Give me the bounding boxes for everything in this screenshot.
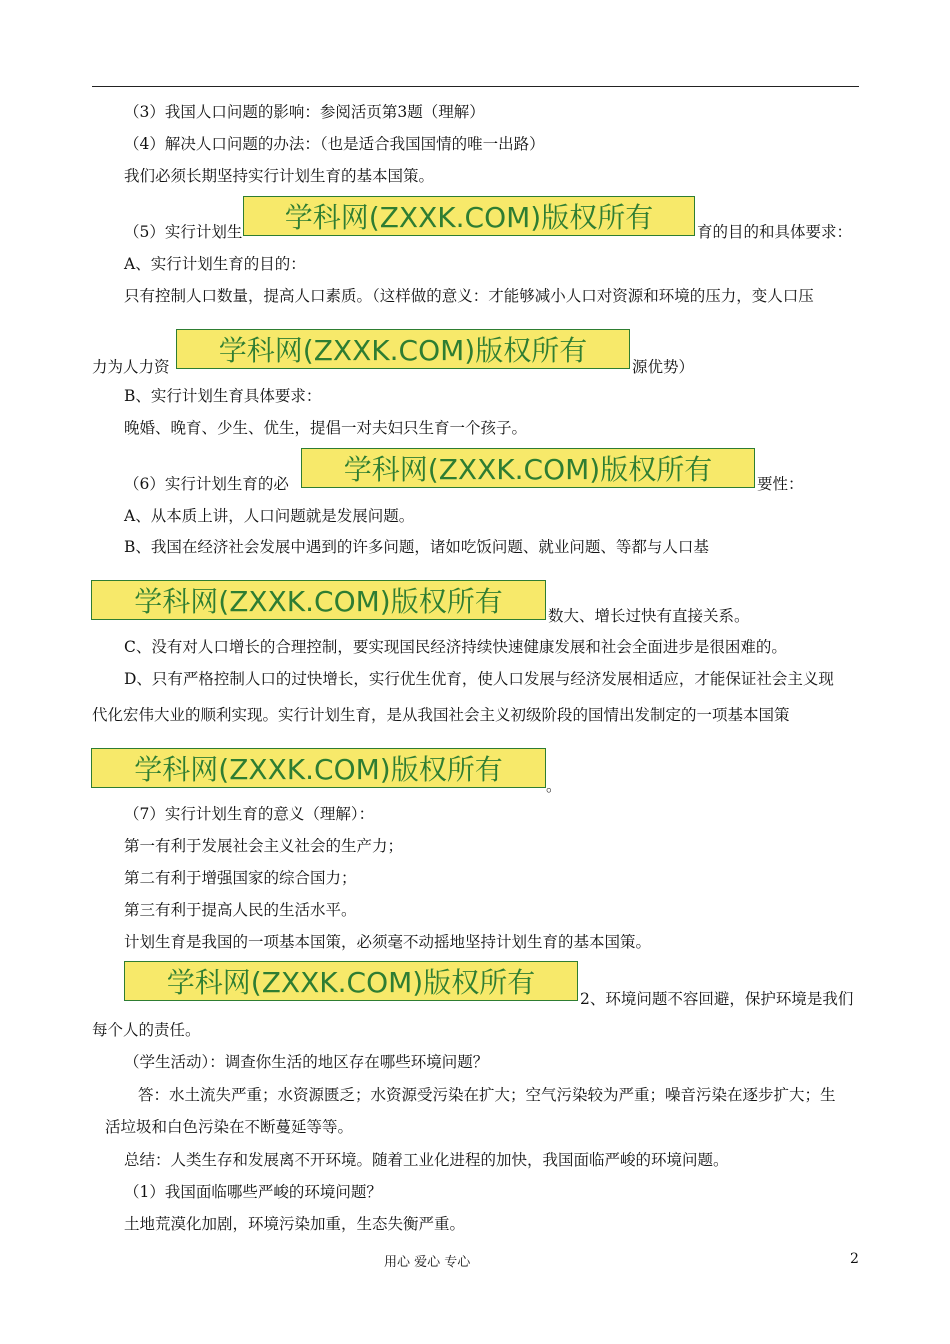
text-line: A、实行计划生育的目的：: [124, 255, 306, 273]
text-line: （3）我国人口问题的影响：参阅活页第3题（理解）: [124, 103, 485, 121]
text-line: 总结：人类生存和发展离不开环境。随着工业化进程的加快，我国面临严峻的环境问题。: [124, 1151, 729, 1169]
text-line: （4）解决人口问题的办法：（也是适合我国国情的唯一出路）: [124, 135, 545, 153]
text-line: 土地荒漠化加剧，环境污染加重，生态失衡严重。: [124, 1215, 466, 1233]
text-line: 第一有利于发展社会主义社会的生产力；: [124, 837, 404, 855]
text-line: B、我国在经济社会发展中遇到的许多问题，诸如吃饭问题、就业问题、等都与人口基: [124, 538, 709, 556]
text-line: 代化宏伟大业的顺利实现。实行计划生育，是从我国社会主义初级阶段的国情出发制定的一项基本国策: [92, 706, 790, 724]
text-line: 2、环境问题不容回避，保护环境是我们: [580, 990, 854, 1008]
text-line: 源优势）: [632, 358, 695, 376]
text-line: 计划生育是我国的一项基本国策，必须毫不动摇地坚持计划生育的基本国策。: [124, 933, 652, 951]
text-line: （7）实行计划生育的意义（理解）：: [124, 805, 375, 823]
text-line: 。: [546, 777, 562, 795]
text-line: 要性：: [757, 475, 804, 493]
text-line: 力为人力资: [92, 358, 170, 376]
page-footer: 用心 爱心 专心: [384, 1255, 471, 1270]
text-line: （1）我国面临哪些严峻的环境问题？: [124, 1183, 382, 1201]
watermark-banner: 学科网(ZXXK.COM)版权所有: [243, 196, 695, 236]
text-line: A、从本质上讲，人口问题就是发展问题。: [124, 507, 415, 525]
text-line: 育的目的和具体要求：: [697, 223, 853, 241]
header-rule: [92, 86, 859, 87]
text-line: （5）实行计划生: [124, 223, 243, 241]
text-line: 我们必须长期坚持实行计划生育的基本国策。: [124, 167, 435, 185]
watermark-banner: 学科网(ZXXK.COM)版权所有: [91, 748, 546, 788]
watermark-banner: 学科网(ZXXK.COM)版权所有: [301, 448, 755, 488]
text-line: D、只有严格控制人口的过快增长，实行优生优育，使人口发展与经济发展相适应，才能保证社会主义现: [124, 670, 834, 688]
text-line: （6）实行计划生育的必: [124, 475, 289, 493]
watermark-banner: 学科网(ZXXK.COM)版权所有: [176, 329, 630, 369]
watermark-banner: 学科网(ZXXK.COM)版权所有: [124, 961, 578, 1001]
text-line: 只有控制人口数量，提高人口素质。（这样做的意义：才能够减小人口对资源和环境的压力，变人口压: [124, 287, 814, 305]
page-number: 2: [850, 1251, 859, 1267]
text-line: 答：水土流失严重；水资源匮乏；水资源受污染在扩大；空气污染较为严重；噪音污染在逐步扩大；生: [138, 1086, 836, 1104]
text-line: B、实行计划生育具体要求：: [124, 387, 322, 405]
text-line: 第三有利于提高人民的生活水平。: [124, 901, 357, 919]
text-line: C、没有对人口增长的合理控制，要实现国民经济持续快速健康发展和社会全面进步是很困难的。: [124, 638, 787, 656]
text-line: 晚婚、晚育、少生、优生，提倡一对夫妇只生育一个孩子。: [124, 419, 528, 437]
text-line: 数大、增长过快有直接关系。: [548, 607, 750, 625]
text-line: （学生活动）：调查你生活的地区存在哪些环境问题？: [124, 1053, 489, 1071]
text-line: 每个人的责任。: [92, 1021, 201, 1039]
text-line: 活垃圾和白色污染在不断蔓延等等。: [105, 1118, 354, 1136]
text-line: 第二有利于增强国家的综合国力；: [124, 869, 357, 887]
watermark-banner: 学科网(ZXXK.COM)版权所有: [91, 580, 546, 620]
